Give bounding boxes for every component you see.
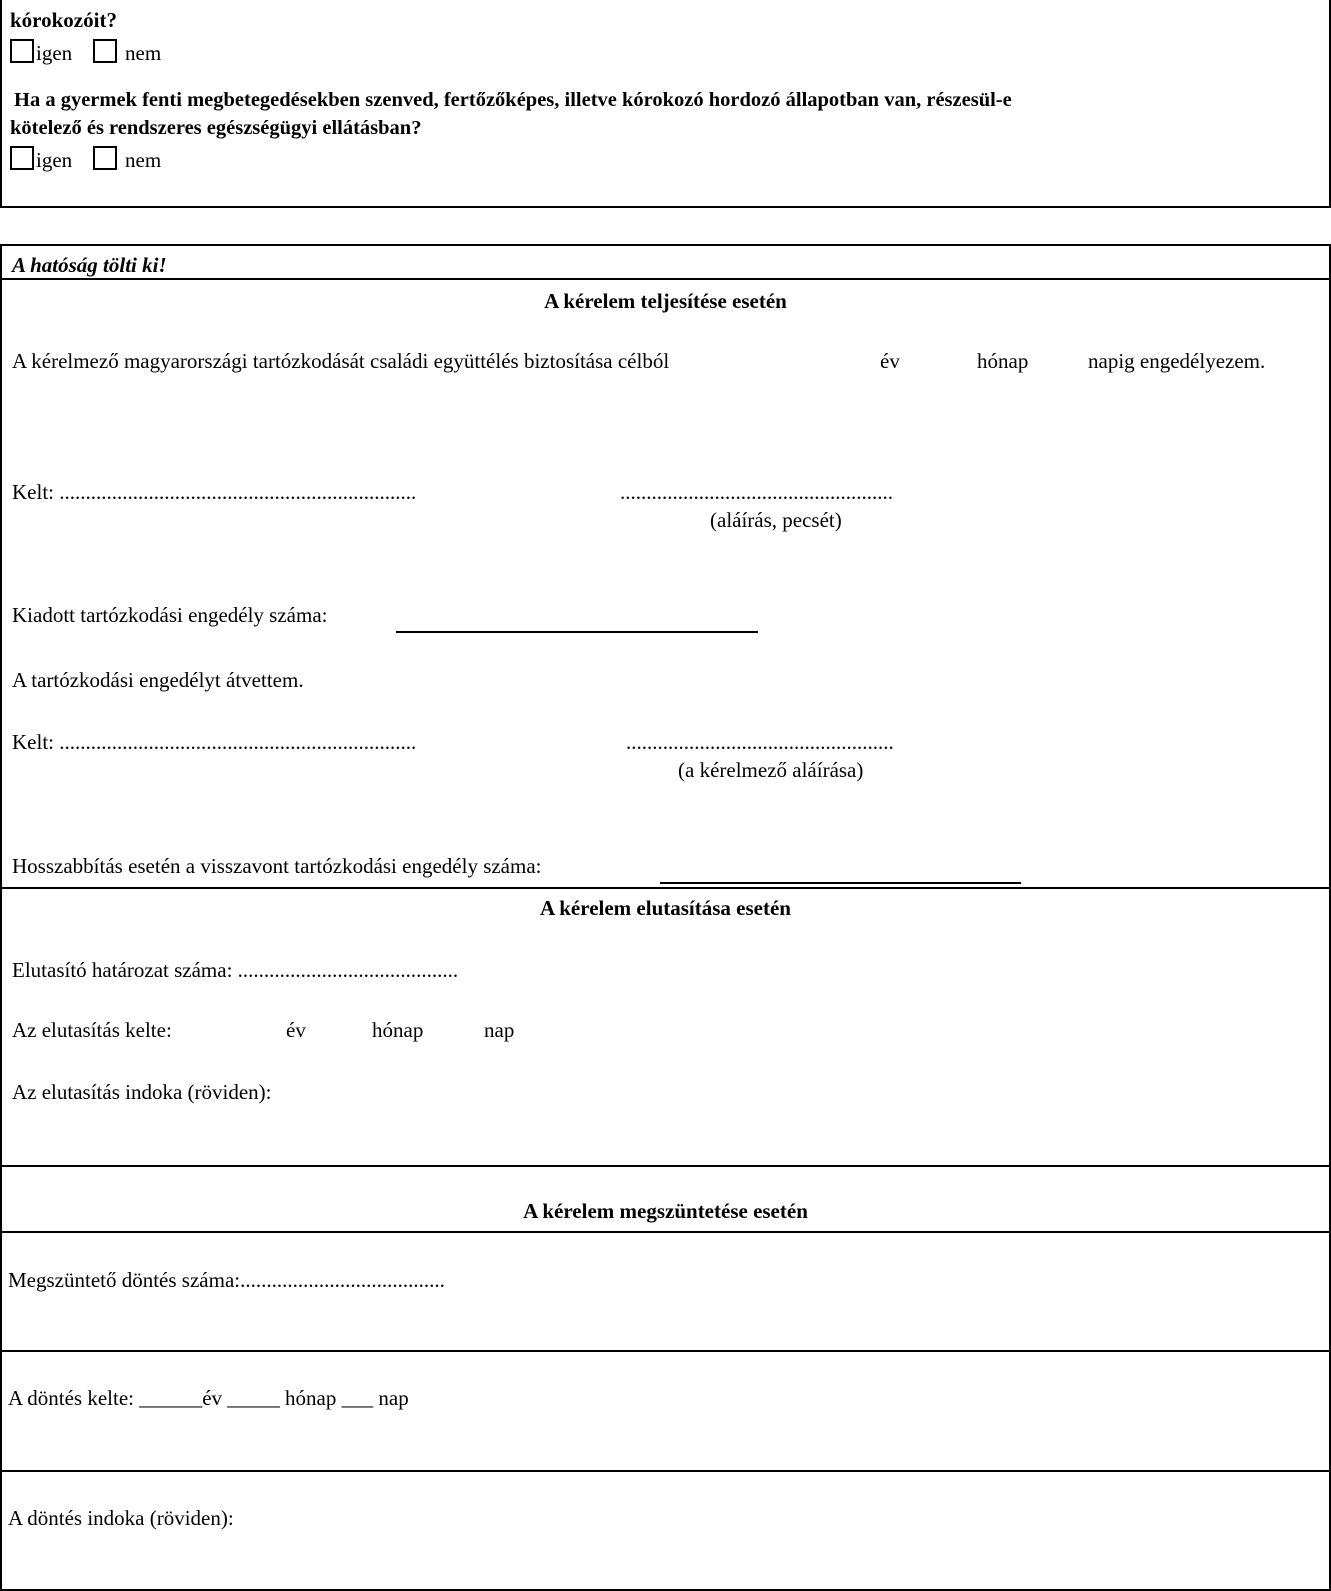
q1-no-checkbox[interactable] xyxy=(93,39,117,63)
received-statement: A tartózkodási engedélyt átvettem. xyxy=(12,668,304,692)
applicant-signature-caption: (a kérelmező aláírása) xyxy=(678,758,864,782)
question-2-line-2: kötelező és rendszeres egészségügyi ellátásban? xyxy=(10,117,422,139)
permit-month-label: hónap xyxy=(977,349,1029,373)
rejection-date-label: Az elutasítás kelte: xyxy=(12,1018,172,1042)
permit-sentence: A kérelmező magyarországi tartózkodását családi együttélés biztosítása célból xyxy=(12,349,670,373)
rejection-title: A kérelem elutasítása esetén xyxy=(540,896,791,920)
q1-no-label: nem xyxy=(125,41,162,65)
rejection-year-label: év xyxy=(286,1018,306,1042)
divider xyxy=(0,1165,1331,1167)
permit-day-label: napig engedélyezem. xyxy=(1088,349,1266,373)
authority-signature-line: .................................................... xyxy=(620,480,893,504)
rejection-month-label: hónap xyxy=(372,1018,424,1042)
question-2-line-1: Ha a gyermek fenti megbetegedésekben szenved, fertőzőképes, illetve kórokozó hordozó állapotban van, részesül-e xyxy=(14,89,1012,111)
approval-title: A kérelem teljesítése esetén xyxy=(544,289,787,313)
termination-date-line[interactable]: A döntés kelte: ______év _____ hónap ___ nap xyxy=(8,1386,409,1410)
applicant-signature-line: ................................................... xyxy=(626,730,894,754)
divider xyxy=(0,887,1331,889)
q2-yes-checkbox[interactable] xyxy=(10,146,34,170)
extension-number-field[interactable] xyxy=(660,882,1021,884)
divider xyxy=(0,1231,1331,1233)
rejection-reason-label: Az elutasítás indoka (röviden): xyxy=(12,1080,272,1104)
q2-yes-label: igen xyxy=(36,148,73,172)
divider xyxy=(0,1470,1331,1472)
rejection-decision-number[interactable]: Elutasító határozat száma: .......................................... xyxy=(12,958,459,982)
termination-decision-number[interactable]: Megszüntető döntés száma:....................................... xyxy=(8,1268,445,1292)
q2-no-label: nem xyxy=(125,148,162,172)
permit-number-label: Kiadott tartózkodási engedély száma: xyxy=(12,603,328,627)
question-1-tail: kórokozóit? xyxy=(10,8,117,32)
permit-year-label: év xyxy=(880,349,900,373)
q1-yes-label: igen xyxy=(36,41,73,65)
q1-yes-checkbox[interactable] xyxy=(10,39,34,63)
termination-reason-label: A döntés indoka (röviden): xyxy=(8,1506,234,1530)
divider xyxy=(0,278,1331,280)
divider xyxy=(0,1350,1331,1352)
rejection-day-label: nap xyxy=(484,1018,515,1042)
termination-title: A kérelem megszüntetése esetén xyxy=(523,1199,808,1223)
extension-label: Hosszabbítás esetén a visszavont tartózkodási engedély száma: xyxy=(12,854,542,878)
issue-date-field[interactable]: Kelt: .................................................................... xyxy=(12,480,417,504)
permit-number-field[interactable] xyxy=(396,631,758,633)
receipt-date-field[interactable]: Kelt: .................................................................... xyxy=(12,730,417,754)
authority-signature-caption: (aláírás, pecsét) xyxy=(710,508,842,532)
authority-header: A hatóság tölti ki! xyxy=(12,253,167,277)
q2-no-checkbox[interactable] xyxy=(93,146,117,170)
